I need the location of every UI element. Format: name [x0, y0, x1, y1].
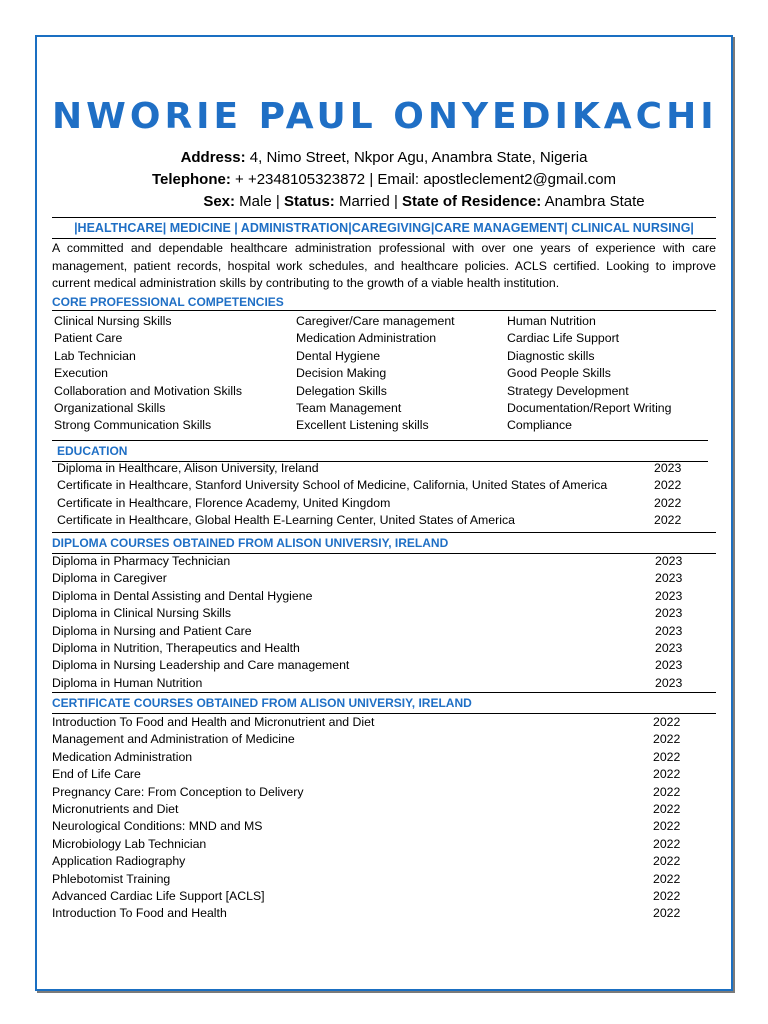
certificate-item-year: 2022	[653, 801, 681, 816]
skill-item: Strategy Development	[507, 383, 629, 398]
skill-item: Organizational Skills	[54, 400, 166, 415]
certificate-item-year: 2022	[653, 819, 681, 834]
certificate-item-title: Advanced Cardiac Life Support [ACLS]	[52, 888, 265, 903]
skills-column-2	[296, 313, 455, 435]
certificate-item-title: Pregnancy Care: From Conception to Delivery	[52, 784, 304, 799]
skill-item: Strong Communication Skills	[54, 418, 212, 433]
certificate-item-title: Introduction To Food and Health and Micronutrient and Diet	[52, 715, 375, 729]
education-item-year: 2022	[654, 513, 682, 528]
skill-item: Collaboration and Motivation Skills	[54, 383, 242, 398]
skill-item: Delegation Skills	[296, 383, 387, 398]
skill-item: Lab Technician	[54, 348, 136, 363]
address-line	[52, 149, 716, 166]
education-item-title: Certificate in Healthcare, Global Health E-Learning Center, United States of America	[57, 513, 515, 528]
diploma-item-title: Diploma in Nursing and Patient Care	[52, 623, 252, 638]
specialty-tagline: |HEALTHCARE| MEDICINE | ADMINISTRATION|CAREGIVING|CARE MANAGEMENT| CLINICAL NURSING|	[52, 217, 716, 239]
telephone-line	[52, 171, 716, 188]
certificate-item-title: Application Radiography	[52, 854, 186, 869]
diploma-courses-heading: DIPLOMA COURSES OBTAINED FROM ALISON UNIVERSIY, IRELAND	[52, 532, 716, 554]
certificate-item-title: Medication Administration	[52, 749, 193, 764]
skill-item: Dental Hygiene	[296, 348, 381, 363]
diploma-item-year: 2023	[655, 658, 683, 673]
certificate-item-title: Micronutrients and Diet	[52, 801, 179, 816]
address-label: Address:	[180, 149, 246, 166]
diploma-item-year: 2023	[655, 640, 683, 655]
certificate-item	[52, 905, 716, 922]
certificate-item	[52, 871, 716, 888]
skill-item: Diagnostic skills	[507, 348, 595, 363]
skill-item: Medication Administration	[296, 331, 437, 346]
diploma-item-title: Diploma in Nursing Leadership and Care management	[52, 658, 350, 673]
skill-item: Cardiac Life Support	[507, 331, 620, 346]
personal-info-line	[52, 193, 716, 210]
certificate-item	[52, 749, 716, 766]
education-heading-text: EDUCATION	[57, 444, 128, 458]
diploma-item-year: 2023	[655, 675, 683, 690]
core-competencies-heading: CORE PROFESSIONAL COMPETENCIES	[52, 294, 716, 311]
education-item-year: 2022	[654, 495, 682, 510]
sex-value: Male	[235, 193, 272, 210]
skills-column-1	[54, 313, 242, 435]
diploma-item	[52, 588, 716, 605]
certificate-item	[52, 766, 716, 783]
certificate-courses-list	[52, 714, 716, 923]
certificate-item	[52, 836, 716, 853]
certificate-item-title: Neurological Conditions: MND and MS	[52, 819, 263, 834]
diploma-item	[52, 605, 716, 622]
education-item-title: Diploma in Healthcare, Alison University, Ireland	[57, 461, 319, 475]
diploma-item-title: Diploma in Nutrition, Therapeutics and Health	[52, 640, 300, 655]
diploma-item-year: 2023	[655, 606, 683, 621]
diploma-item-title: Diploma in Dental Assisting and Dental Hygiene	[52, 588, 313, 603]
diploma-item	[52, 675, 716, 692]
education-heading	[52, 440, 708, 462]
certificate-item	[52, 853, 716, 870]
diploma-item-year: 2023	[655, 554, 683, 568]
status-value: Married |	[334, 193, 403, 210]
diploma-item-title: Diploma in Caregiver	[52, 571, 167, 586]
telephone-value: + +2348105323872 | Email: apostleclement2@gmail.com	[230, 171, 617, 188]
certificate-item	[52, 784, 716, 801]
education-item-year: 2022	[654, 478, 682, 493]
residence-label: State of Residence:	[402, 193, 542, 210]
address-value: 4, Nimo Street, Nkpor Agu, Anambra State, Nigeria	[245, 149, 588, 166]
skills-column-3	[507, 313, 672, 435]
certificate-item-title: Microbiology Lab Technician	[52, 836, 207, 851]
telephone-label: Telephone:	[151, 171, 231, 188]
certificate-item-year: 2022	[653, 871, 681, 886]
certificate-item	[52, 714, 716, 731]
skill-item: Decision Making	[296, 366, 387, 381]
certificate-item-year: 2022	[653, 854, 681, 869]
status-label: Status:	[283, 193, 335, 210]
certificate-courses-heading: CERTIFICATE COURSES OBTAINED FROM ALISON UNIVERSIY, IRELAND	[52, 692, 716, 714]
skill-item: Documentation/Report Writing	[507, 400, 672, 415]
diploma-item	[52, 640, 716, 657]
education-item	[57, 460, 707, 477]
certificate-item-title: Management and Administration of Medicine	[52, 732, 295, 747]
certificate-item-year: 2022	[653, 906, 681, 921]
certificate-item	[52, 818, 716, 835]
education-item-year: 2023	[654, 461, 682, 475]
diploma-item	[52, 553, 716, 570]
certificate-item-year: 2022	[653, 732, 681, 747]
diploma-item-year: 2023	[655, 571, 683, 586]
certificate-item-year: 2022	[653, 836, 681, 851]
diploma-item	[52, 623, 716, 640]
separator: |	[271, 193, 284, 210]
education-item-title: Certificate in Healthcare, Stanford University School of Medicine, California, United States of America	[57, 478, 608, 493]
diploma-courses-list	[52, 553, 716, 692]
diploma-item-title: Diploma in Human Nutrition	[52, 675, 203, 690]
diploma-item-title: Diploma in Pharmacy Technician	[52, 554, 231, 568]
skill-item: Caregiver/Care management	[296, 314, 455, 328]
candidate-name: NWORIE PAUL ONYEDIKACHI	[52, 96, 718, 137]
diploma-item-year: 2023	[655, 623, 683, 638]
education-item	[57, 495, 707, 512]
skill-item: Compliance	[507, 418, 572, 433]
professional-summary: A committed and dependable healthcare administration professional with over one years of experience with care management, patient records, hospital work schedules, and healthcare policies. ACLS certified. Looking to improve current medical administration skills by contributing to the growth of a viable health institution.	[52, 241, 716, 290]
education-item	[57, 477, 707, 494]
skill-item: Human Nutrition	[507, 314, 596, 328]
sex-label: Sex:	[203, 193, 236, 210]
diploma-item-year: 2023	[655, 588, 683, 603]
diploma-item	[52, 657, 716, 674]
skill-item: Clinical Nursing Skills	[54, 314, 172, 328]
certificate-item-year: 2022	[653, 784, 681, 799]
diploma-item	[52, 570, 716, 587]
education-list	[57, 460, 707, 530]
certificate-item-title: Introduction To Food and Health	[52, 906, 227, 921]
skill-item: Excellent Listening skills	[296, 418, 429, 433]
certificate-item-title: Phlebotomist Training	[52, 871, 171, 886]
skill-item: Good People Skills	[507, 366, 611, 381]
skill-item: Patient Care	[54, 331, 123, 346]
residence-value: Anambra State	[541, 193, 645, 210]
certificate-item-year: 2022	[653, 767, 681, 782]
skill-item: Execution	[54, 366, 109, 381]
diploma-item-title: Diploma in Clinical Nursing Skills	[52, 606, 232, 621]
education-item	[57, 512, 707, 529]
certificate-item	[52, 731, 716, 748]
certificate-item-year: 2022	[653, 749, 681, 764]
certificate-item-year: 2022	[653, 715, 681, 729]
skill-item: Team Management	[296, 400, 402, 415]
education-item-title: Certificate in Healthcare, Florence Academy, United Kingdom	[57, 495, 391, 510]
certificate-item-year: 2022	[653, 888, 681, 903]
certificate-item	[52, 888, 716, 905]
certificate-item-title: End of Life Care	[52, 767, 141, 782]
certificate-item	[52, 801, 716, 818]
